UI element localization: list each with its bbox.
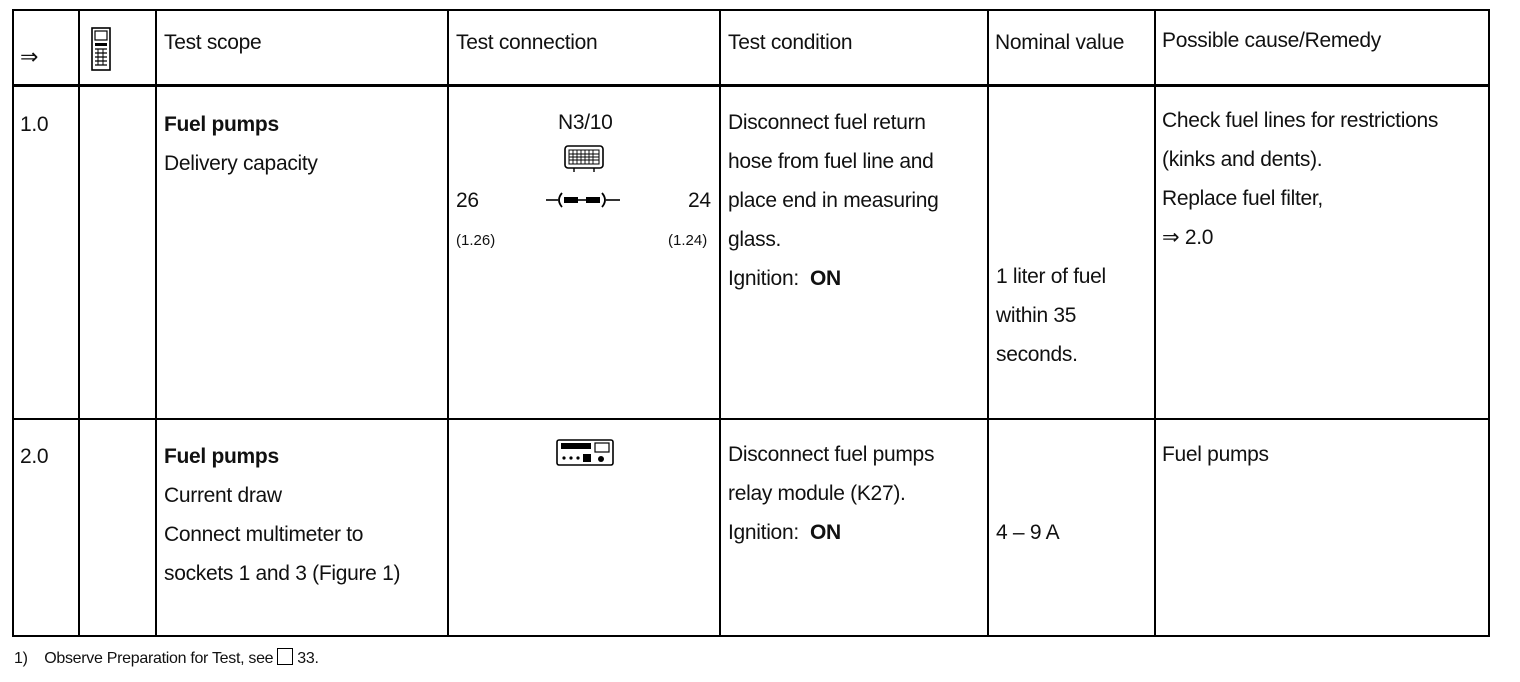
remedy-line: Replace fuel filter, [1162,187,1323,210]
condition-line: place end in measuring [728,189,939,212]
ignition-value: ON [809,521,841,544]
footnote-text: Observe Preparation for Test, see [44,650,274,667]
scope-line: Current draw [164,484,282,507]
remedy-line: ⇒ 2.0 [1162,226,1214,249]
column-divider [1154,11,1156,635]
header-nominal-value: Nominal value [995,31,1125,54]
cause-remedy-cell [1162,101,1438,257]
component-label: N3/10 [558,111,613,134]
nominal-value-cell [996,257,1106,374]
nominal-line: within 35 [996,304,1077,327]
pin-right: 24 [688,189,711,212]
ignition-line [728,259,939,298]
header-test-connection: Test connection [456,31,598,54]
remedy-line: Check fuel lines for restrictions [1162,109,1439,132]
test-scope-cell [164,105,318,183]
column-divider [987,11,989,635]
ignition-label: Ignition: [728,267,799,290]
column-divider [155,11,157,635]
cause-remedy-cell: Fuel pumps [1162,443,1269,466]
scope-line: sockets 1 and 3 (Figure 1) [164,562,401,585]
scope-line: Connect multimeter to [164,523,364,546]
condition-line: glass. [728,228,782,251]
footnote-page: 33. [297,650,319,667]
condition-line: Disconnect fuel pumps [728,443,935,466]
test-scope-cell [164,437,400,593]
header-arrow: ⇒ [20,44,39,69]
pin-left-sub: (1.26) [456,232,496,249]
step-number: 2.0 [20,445,49,468]
condition-line: Disconnect fuel return [728,111,926,134]
column-divider [78,11,80,635]
control-module-icon [564,145,604,178]
row-divider [14,418,1488,420]
nominal-value-cell: 4 – 9 A [996,521,1060,544]
footnote-marker: 1) [14,650,28,667]
nominal-line: 1 liter of fuel [996,265,1106,288]
header-test-scope: Test scope [164,31,262,54]
ignition-label: Ignition: [728,521,799,544]
condition-line: hose from fuel line and [728,150,934,173]
pin-right-sub: (1.24) [668,232,708,249]
test-table [12,9,1490,637]
pin-left: 26 [456,189,479,212]
row-divider [14,84,1488,87]
footnote [14,648,319,668]
header-cause-remedy: Possible cause/Remedy [1162,29,1381,52]
multimeter-icon [556,439,614,472]
jumper-cable-icon [544,191,624,214]
book-reference-icon [277,648,293,665]
column-divider [447,11,449,635]
header-test-condition: Test condition [728,31,853,54]
nominal-line: seconds. [996,343,1078,366]
scope-line: Delivery capacity [164,152,318,175]
test-condition-cell [728,103,939,298]
column-divider [719,11,721,635]
ignition-line [728,513,934,552]
tester-device-icon [90,27,112,76]
step-number: 1.0 [20,113,49,136]
ignition-value: ON [809,267,841,290]
scope-title: Fuel pumps [164,445,279,468]
test-condition-cell [728,435,934,552]
condition-line: relay module (K27). [728,482,906,505]
remedy-line: (kinks and dents). [1162,148,1323,171]
scope-title: Fuel pumps [164,113,279,136]
